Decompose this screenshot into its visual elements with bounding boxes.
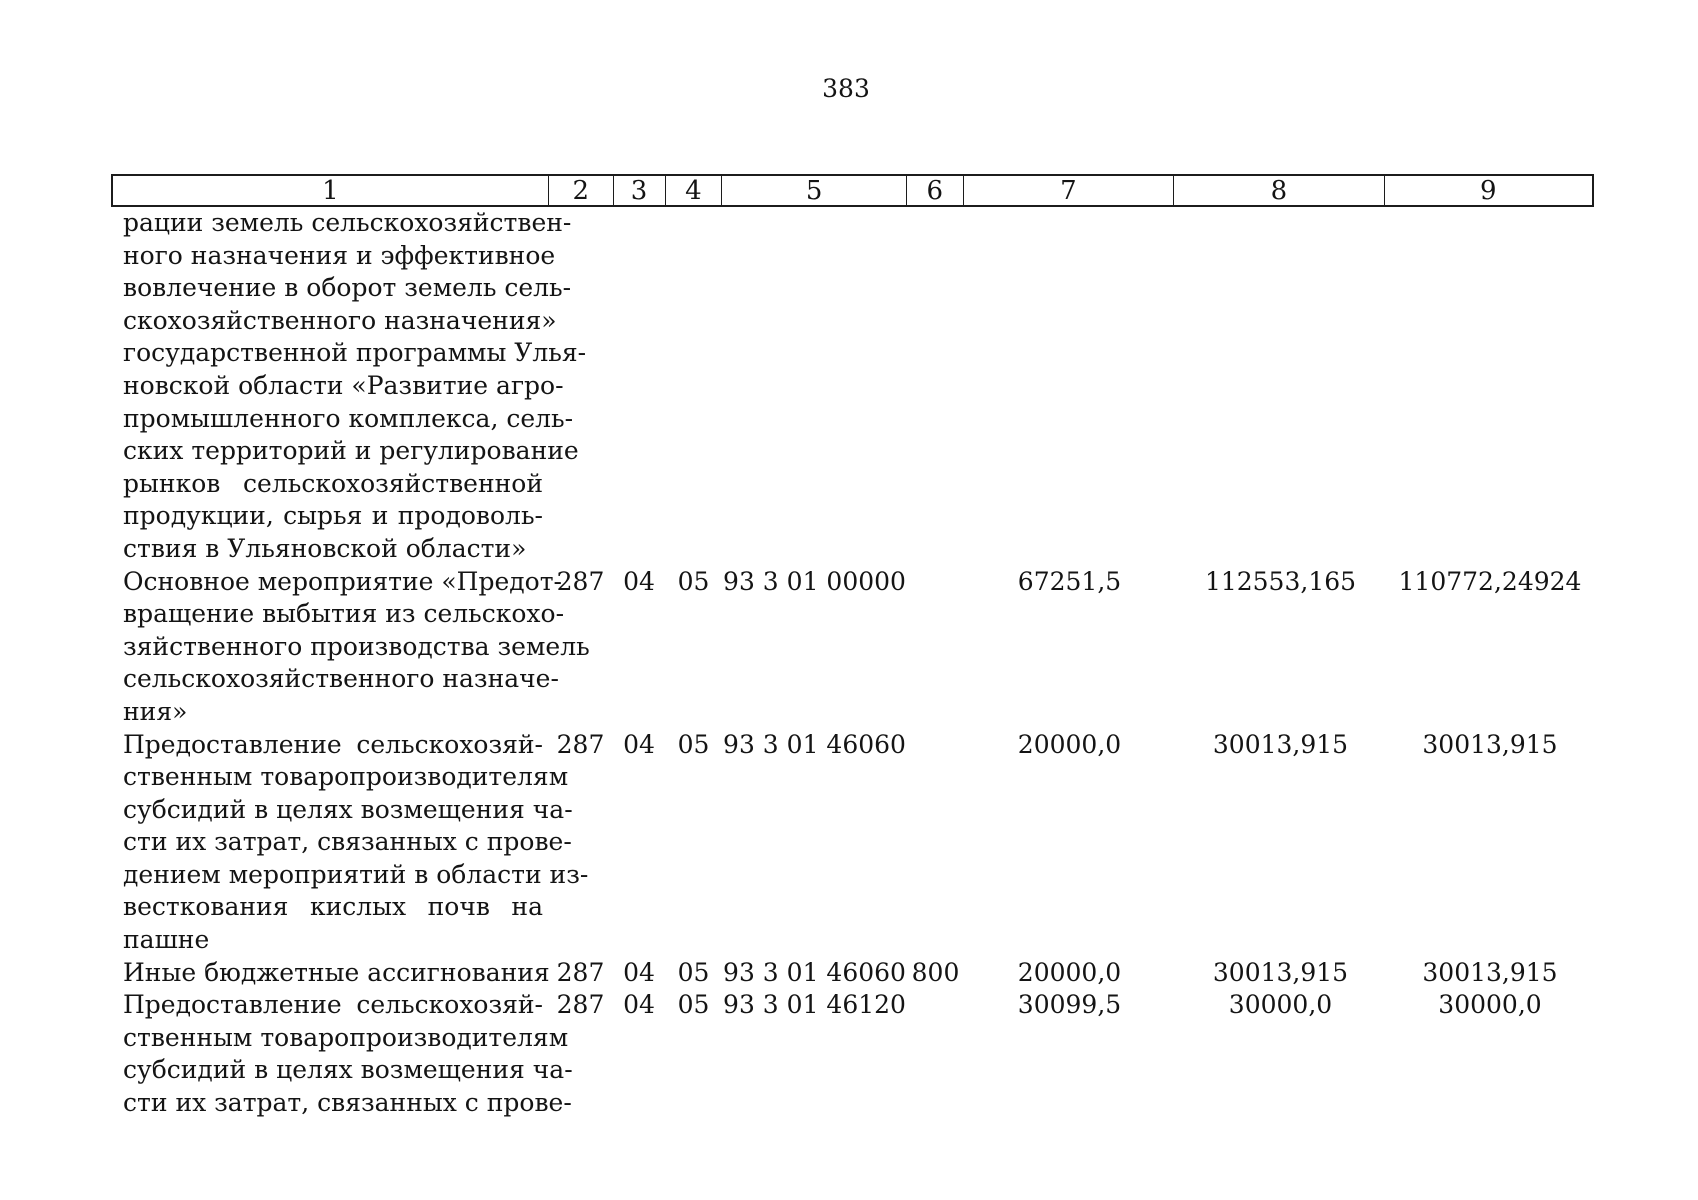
description-line: ния» (123, 696, 188, 726)
description-line: сти их затрат, связанных с прове- (123, 1088, 572, 1118)
expense-type-cell: 800 (911, 957, 960, 987)
header-cell-6: 6 (907, 176, 964, 205)
description-line: вращение выбытия из сельскохо- (123, 599, 565, 629)
header-cell-7: 7 (964, 176, 1174, 205)
amount-year-2-cell: 30013,915 (1212, 729, 1349, 759)
row-description (111, 989, 573, 1119)
table-row (111, 729, 1594, 957)
header-cell-5: 5 (722, 176, 907, 205)
amount-year-1-cell: 20000,0 (1017, 957, 1122, 987)
subsection-cell: 05 (677, 990, 710, 1020)
description-line: субсидий в целях возмещения ча- (123, 794, 573, 824)
ministry-code-cell: 287 (556, 729, 605, 759)
section-cell: 04 (623, 957, 655, 987)
description-line: промышленного комплекса, сель- (123, 403, 574, 433)
subsection-cell: 05 (677, 566, 710, 596)
description-line: новской области «Развитие агро- (123, 370, 564, 400)
description-line: продукции, сырья и продоволь- (123, 501, 543, 531)
description-line: весткования кислых почв на (123, 892, 543, 922)
row-description (111, 957, 548, 990)
amount-year-2-cell: 30000,0 (1228, 990, 1333, 1020)
row-description (111, 207, 587, 566)
description-line: пашне (123, 925, 210, 955)
ministry-code-cell: 287 (556, 990, 605, 1020)
amount-year-3-cell: 110772,24924 (1398, 566, 1582, 596)
table-row (111, 207, 1594, 566)
page-number: 383 (822, 74, 870, 103)
description-line: ствия в Ульяновской области» (123, 533, 527, 563)
table-header-row (111, 174, 1594, 207)
table-row (111, 566, 1594, 729)
description-line: зяйственного производства земель (123, 631, 590, 661)
amount-year-2-cell: 30013,915 (1212, 957, 1349, 987)
section-cell: 04 (623, 990, 655, 1020)
table-row (111, 957, 1594, 990)
amount-year-3-cell: 30000,0 (1438, 990, 1542, 1020)
description-line: рынков сельскохозяйственной (123, 468, 543, 498)
description-line: ственным товаропроизводителям (123, 1022, 569, 1052)
description-line: Иные бюджетные ассигнования (123, 957, 550, 987)
section-cell: 04 (623, 566, 655, 596)
description-line: вовлечение в оборот земель сель- (123, 273, 572, 303)
description-line: государственной программы Улья- (123, 338, 587, 368)
amount-year-1-cell: 20000,0 (1017, 729, 1122, 759)
description-line: субсидий в целях возмещения ча- (123, 1055, 573, 1085)
target-article-cell: 93 3 01 00000 (723, 566, 906, 596)
amount-year-3-cell: 30013,915 (1422, 729, 1558, 759)
amount-year-3-cell: 30013,915 (1422, 957, 1558, 987)
header-cell-4: 4 (666, 176, 723, 205)
target-article-cell: 93 3 01 46120 (723, 990, 906, 1020)
description-line: ских территорий и регулирование (123, 436, 579, 466)
description-line: ного назначения и эффективное (123, 240, 556, 270)
table-row (111, 989, 1594, 1119)
amount-year-1-cell: 30099,5 (1017, 990, 1122, 1020)
header-cell-3: 3 (614, 176, 666, 205)
description-line: сти их затрат, связанных с прове- (123, 827, 572, 857)
amount-year-1-cell: 67251,5 (1017, 566, 1122, 596)
subsection-cell: 05 (677, 729, 710, 759)
amount-year-2-cell: 112553,165 (1204, 566, 1357, 596)
ministry-code-cell: 287 (556, 566, 605, 596)
ministry-code-cell: 287 (556, 957, 605, 987)
description-line: Предоставление сельскохозяй- (123, 990, 543, 1020)
header-cell-9: 9 (1480, 176, 1497, 206)
target-article-cell: 93 3 01 46060 (723, 729, 906, 759)
subsection-cell: 05 (677, 957, 710, 987)
description-line: скохозяйственного назначения» (123, 305, 557, 335)
target-article-cell: 93 3 01 46060 (723, 957, 906, 987)
table-body (111, 207, 1594, 1120)
header-cell-2: 2 (549, 176, 614, 205)
description-line: Предоставление сельскохозяй- (123, 729, 543, 759)
header-cell-8: 8 (1174, 176, 1384, 205)
section-cell: 04 (623, 729, 655, 759)
description-line: дением мероприятий в области из- (123, 859, 589, 889)
description-line: ственным товаропроизводителям (123, 762, 569, 792)
description-line: сельскохозяйственного назначе- (123, 664, 559, 694)
header-cell-1: 1 (113, 176, 549, 205)
description-line: Основное мероприятие «Предот- (123, 566, 562, 596)
description-line: рации земель сельскохозяйствен- (123, 208, 572, 237)
